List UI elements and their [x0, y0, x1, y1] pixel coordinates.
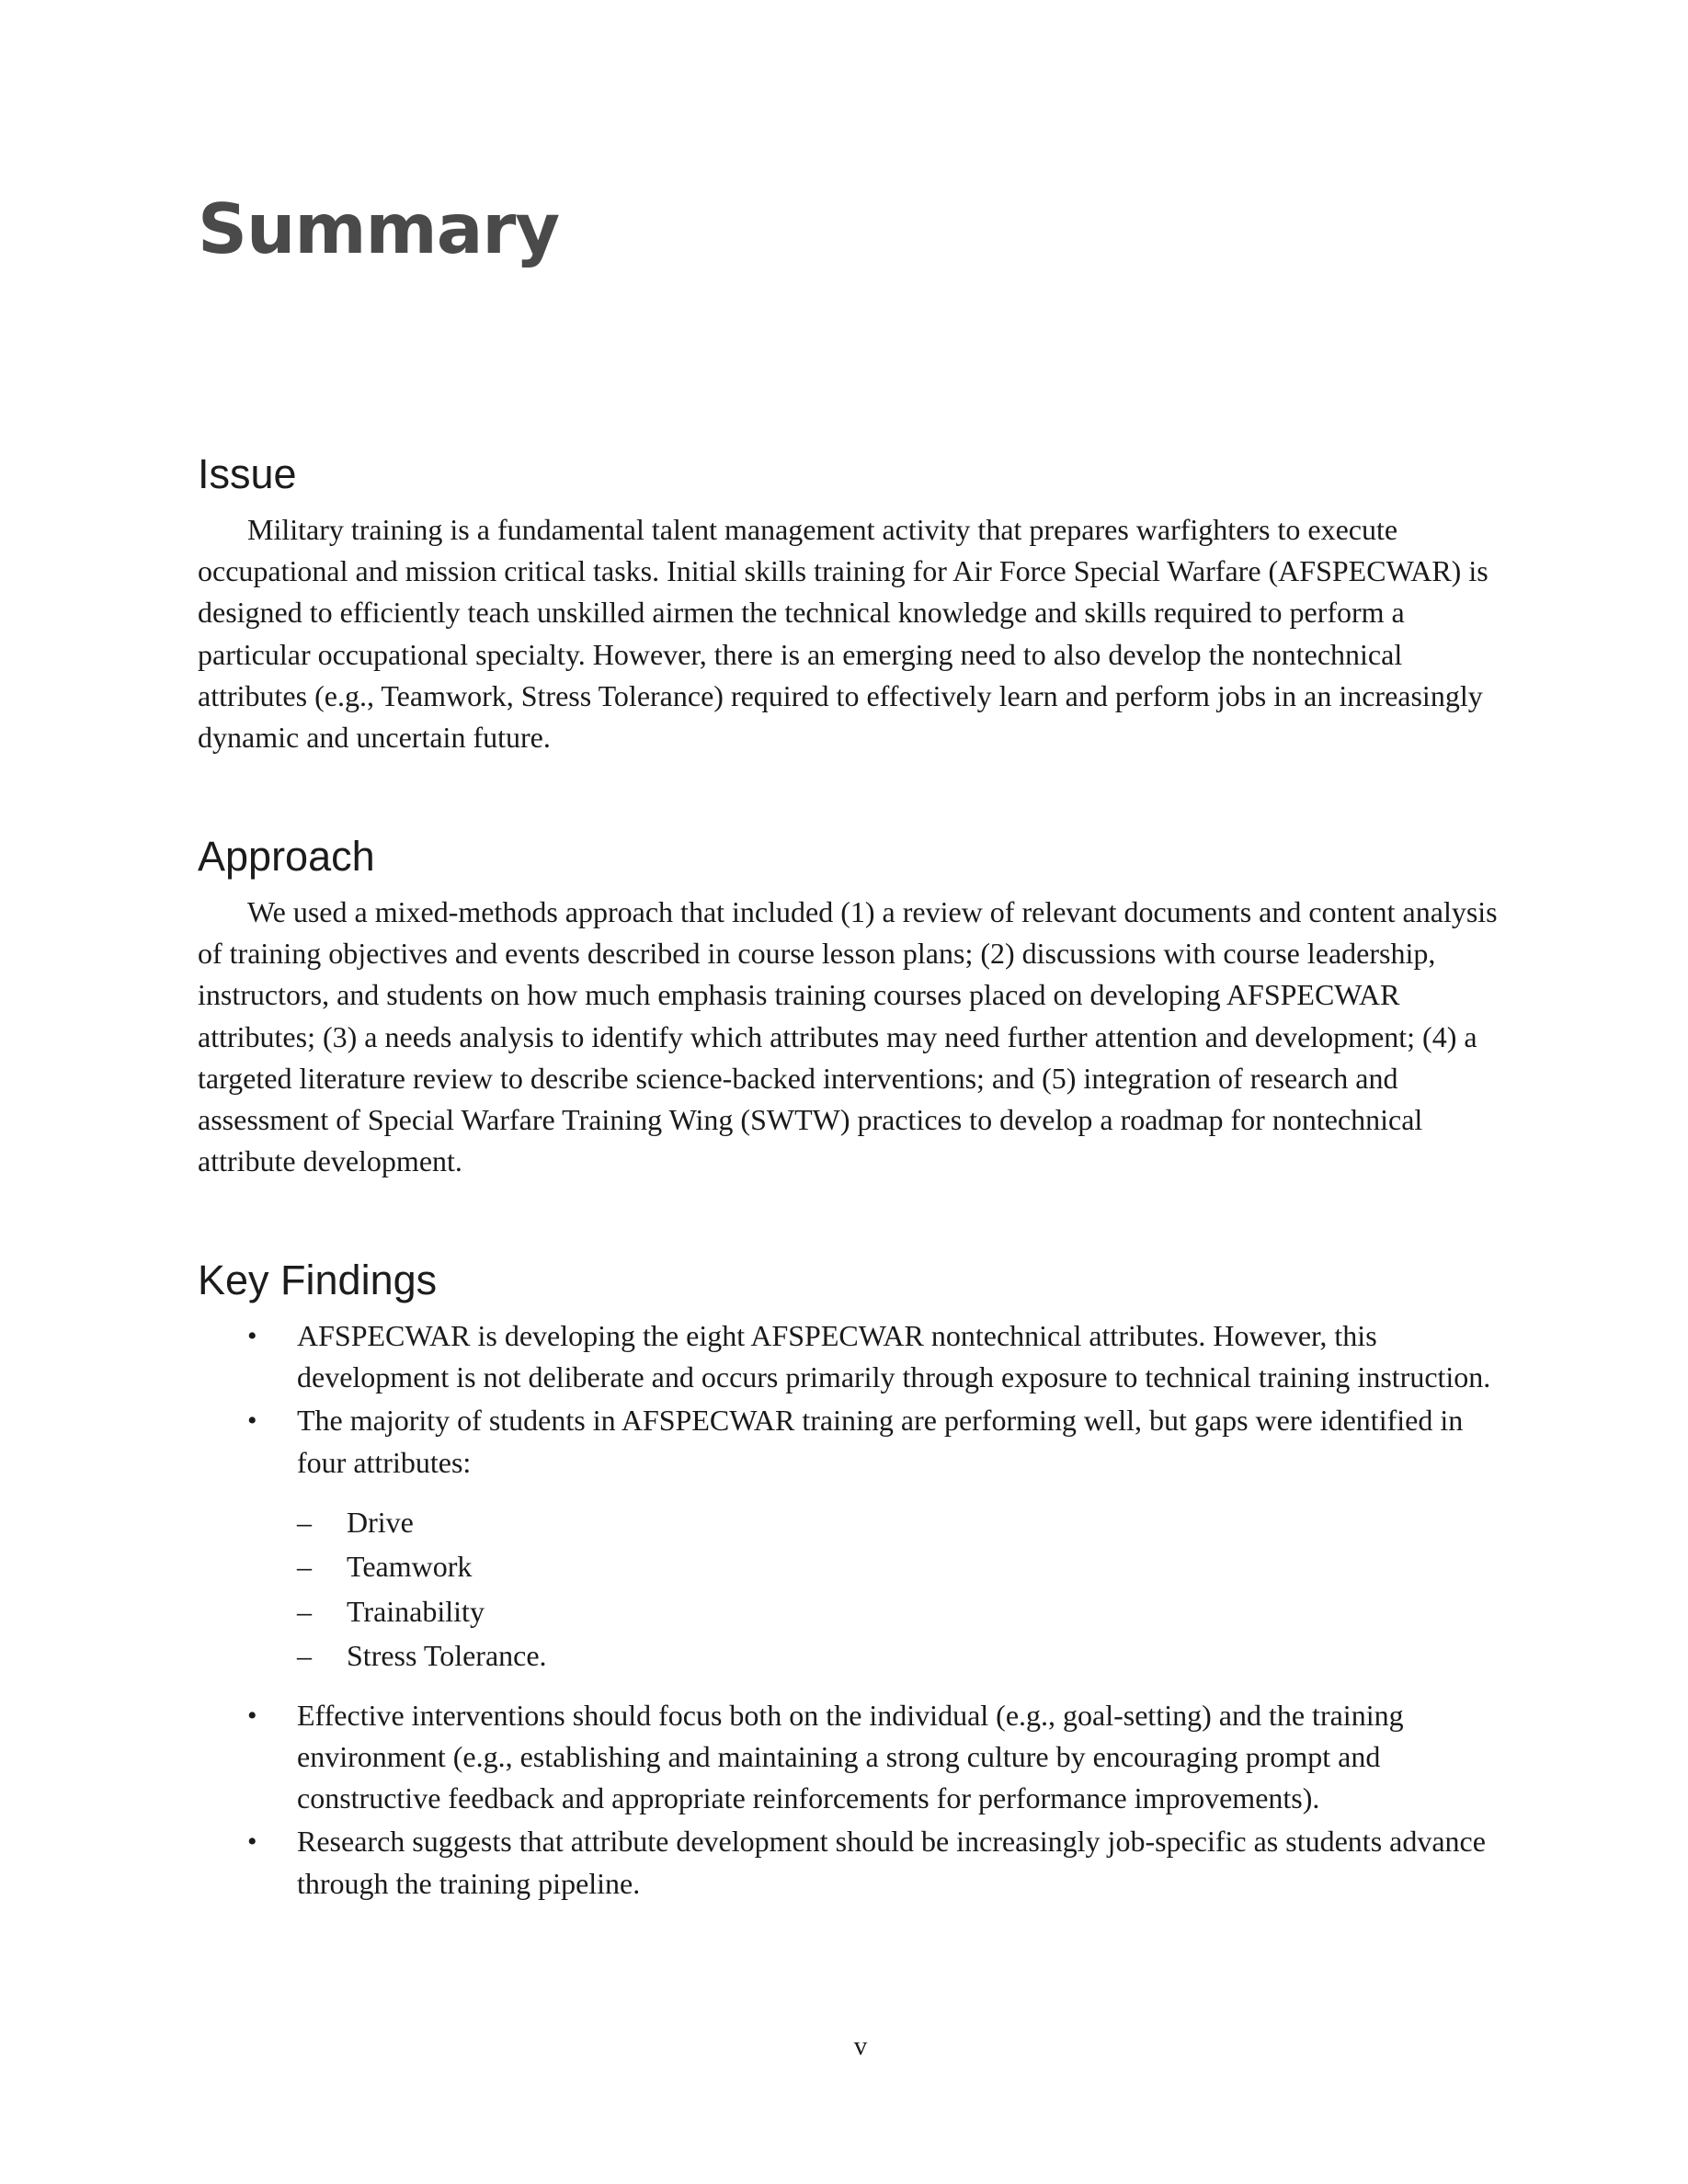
issue-heading: Issue: [198, 450, 297, 497]
issue-section: [198, 449, 1503, 758]
dash-icon: –: [297, 1594, 312, 1628]
key-findings-list: [198, 1315, 1503, 1484]
key-findings-section: [198, 1255, 1503, 1906]
finding-item: [198, 1400, 1503, 1483]
gap-attribute-item: [198, 1633, 1503, 1678]
bullet-icon: •: [247, 1826, 257, 1858]
bullet-icon: •: [247, 1405, 257, 1437]
finding-text: The majority of students in AFSPECWAR training are performing well, but gaps were identified in four attributes:: [297, 1404, 1464, 1479]
finding-item: [198, 1315, 1503, 1398]
finding-text: AFSPECWAR is developing the eight AFSPECWAR nontechnical attributes. However, this development is not deliberate and occurs primarily through exposure to technical training instruction.: [297, 1319, 1491, 1394]
approach-heading: Approach: [198, 833, 375, 880]
dash-icon: –: [297, 1550, 312, 1584]
page-title: Summary: [198, 188, 560, 269]
bullet-icon: •: [247, 1321, 257, 1351]
bullet-icon: •: [247, 1700, 257, 1731]
key-findings-list-continued: [198, 1695, 1503, 1905]
finding-text: Effective interventions should focus both on the individual (e.g., goal-setting) and the training environment (e.g., establishing and maintaining a strong culture by encouraging prompt and constructive feedback and appropriate reinforcements for performance improvements).: [297, 1698, 1404, 1815]
page-number: v: [853, 2031, 868, 2061]
gap-attribute-item: [198, 1589, 1503, 1634]
gap-attribute-text: Drive: [347, 1505, 414, 1539]
approach-paragraph: We used a mixed-methods approach that included (1) a review of relevant documents and content analysis of training objectives and events described in course lesson plans; (2) discussions with course leadership, instructors, and students on how much emphasis training courses placed on developing AFSPECWAR attributes; (3) a needs analysis to identify which attributes may need further attention and development; (4) a targeted literature review to describe science-backed interventions; and (5) integration of research and assessment of Special Warfare Training Wing (SWTW) practices to develop a roadmap for nontechnical attribute development.: [198, 895, 1498, 1178]
gap-attribute-text: Teamwork: [347, 1550, 473, 1584]
gap-attribute-text: Trainability: [347, 1594, 485, 1628]
issue-paragraph: Military training is a fundamental talent management activity that prepares warfighters to execute occupational and mission critical tasks. Initial skills training for Air Force Special Warfare (AFSPECWAR) is designed to efficiently teach unskilled airmen the technical knowledge and skills required to perform a particular occupational specialty. However, there is an emerging need to also develop the nontechnical attributes (e.g., Teamwork, Stress Tolerance) required to effectively learn and perform jobs in an increasingly dynamic and uncertain future.: [198, 513, 1488, 755]
dash-icon: –: [297, 1639, 312, 1673]
finding-item: [198, 1695, 1503, 1820]
dash-icon: –: [297, 1505, 312, 1539]
finding-text: Research suggests that attribute development should be increasingly job-specific as students advance through the training pipeline.: [297, 1825, 1486, 1900]
finding-item: [198, 1821, 1503, 1904]
approach-section: [198, 831, 1503, 1182]
gap-attribute-item: [198, 1544, 1503, 1589]
gap-attributes-list: [198, 1500, 1503, 1678]
gap-attribute-item: [198, 1500, 1503, 1545]
key-findings-heading: Key Findings: [198, 1257, 438, 1303]
gap-attribute-text: Stress Tolerance.: [347, 1639, 547, 1673]
